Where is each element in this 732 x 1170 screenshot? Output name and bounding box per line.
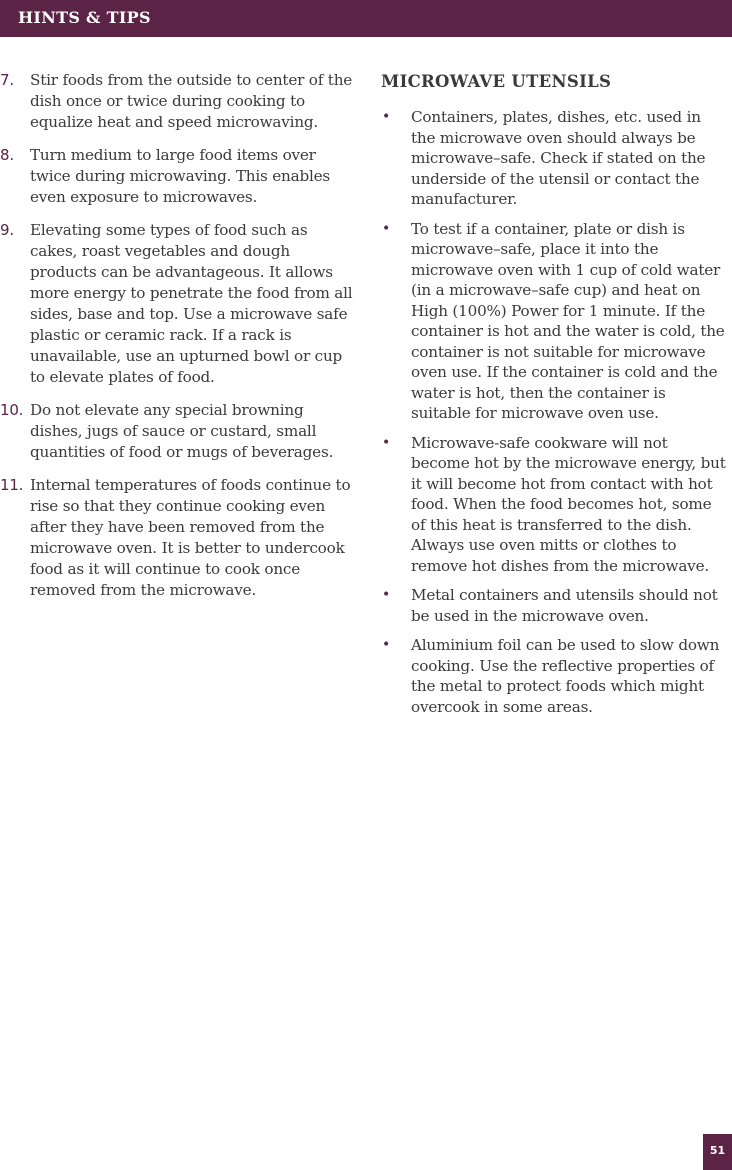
hint-text: Stir foods from the outside to center of the dish once or twice during cooking to equalize heat and speed microwaving.	[30, 71, 353, 131]
bullet-icon: •	[382, 109, 391, 125]
hint-text: Turn medium to large food items over twice during microwaving. This enables even exposure to microwaves.	[30, 146, 331, 206]
hint-item	[0, 145, 355, 208]
utensil-text: Containers, plates, dishes, etc. used in the microwave oven should always be microwave–safe. Check if stated on the underside of the utensil or contact the manufacturer.	[411, 108, 706, 208]
bullet-icon: •	[382, 637, 391, 653]
bullet-icon: •	[382, 434, 391, 451]
hint-number: 7.	[0, 71, 14, 89]
page-title: HINTS & TIPS	[18, 8, 151, 27]
hints-list	[0, 70, 355, 613]
hint-text: Do not elevate any special browning dishes, jugs of sauce or custard, small quantities of food or mugs of beverages.	[30, 401, 334, 461]
hint-number: 10.	[0, 401, 24, 419]
utensil-text: To test if a container, plate or dish is microwave–safe, place it into the microwave oven with 1 cup of cold water (in a microwave–safe cup) and heat on High (100%) Power for 1 minute. If the container is hot and the water is cold, the container is not suitable for microwave oven use. If the container is cold and the water is hot, then the container is suitable for microwave oven use.	[411, 219, 725, 422]
hint-number: 8.	[0, 146, 14, 164]
hint-item	[0, 220, 355, 388]
hint-number: 9.	[0, 221, 14, 239]
utensil-item	[381, 585, 726, 626]
utensil-item	[381, 107, 726, 210]
page-number: 51	[709, 1144, 726, 1157]
section-heading: MICROWAVE UTENSILS	[381, 72, 612, 91]
bullet-icon: •	[382, 220, 391, 237]
utensil-text: Microwave-safe cookware will not become hot by the microwave energy, but it will become hot from contact with hot food. When the food becomes hot, some of this heat is transferred to the dish. Always use oven mitts or clothes to remove hot dishes from the microwave.	[411, 433, 726, 575]
hint-number: 11.	[0, 476, 24, 494]
bullet-icon: •	[382, 587, 391, 603]
page-number-badge	[703, 1134, 732, 1170]
utensil-item	[381, 635, 726, 717]
utensil-item	[381, 433, 726, 577]
utensil-item	[381, 219, 726, 424]
hint-item	[0, 400, 355, 463]
hint-text: Elevating some types of food such as cakes, roast vegetables and dough products can be advantageous. It allows more energy to penetrate the food from all sides, base and top. Use a microwave safe plastic or ceramic rack. If a rack is unavailable, use an upturned bowl or cup to elevate plates of food.	[30, 221, 353, 386]
hint-item	[0, 475, 355, 601]
hint-text: Internal temperatures of foods continue to rise so that they continue cooking even after they have been removed from the microwave oven. It is better to undercook food as it will continue to cook once removed from the microwave.	[30, 476, 351, 599]
utensil-text: Metal containers and utensils should not be used in the microwave oven.	[411, 586, 718, 625]
utensils-section	[381, 70, 726, 726]
hint-item	[0, 70, 355, 133]
utensil-text: Aluminium foil can be used to slow down cooking. Use the reflective properties of the metal to protect foods which might overcook in some areas.	[411, 636, 720, 716]
header-bar	[0, 0, 732, 37]
